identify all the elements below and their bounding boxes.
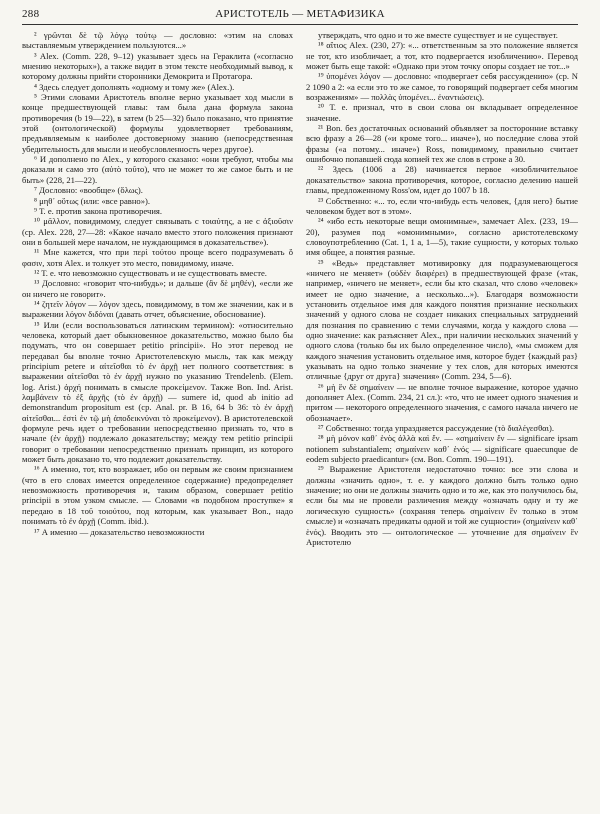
left-column bbox=[22, 30, 293, 808]
footnote: ²³ Собственно: «... то, если что-нибудь есть человек, {для него} бытие человеком будет вот в этом». bbox=[306, 195, 578, 216]
running-header bbox=[22, 8, 578, 25]
footnote: утверждать, что одно и то же вместе существует и не существует. bbox=[318, 30, 558, 40]
footnote: ⁶ И дополнено по Alex., у которого сказано: «они требуют, чтобы мы доказали и само это (αὐτὸ τοῦτο), что не может то же самое быть и не быть» (228, 21—22). bbox=[22, 154, 293, 185]
footnote: ²⁷ Собственно: тогда упраздняется рассуждение (τὸ διαλέγεσθαι). bbox=[318, 423, 555, 434]
footnote: ¹³ Дословно: «говорит что-нибудь»; и дальше (ἂν δὲ μηθέν), «если же он ничего не говорит». bbox=[22, 278, 293, 299]
running-title: АРИСТОТЕЛЬ — МЕТАФИЗИКА bbox=[215, 8, 385, 20]
footnote: ²⁴ «ибо есть некоторые вещи омонимные», замечает Alex. (233, 19—20), разумея под «омонимными», согласно аристотелевскому словоупотреблению (Cat. 1, 1 a, 1—5), такие сущности, у которых только имя общее, а понятия разные. bbox=[306, 216, 578, 258]
footnote: ¹⁴ ζητεῖν λόγον — λόγον здесь, повидимому, в том же значении, как и в выражении λόγον διδόναι (давать отчет, объяснение, обоснование). bbox=[22, 298, 293, 320]
footnote: ²⁹ Выражение Аристотеля недостаточно точно: все эти слова и должны «значить одно», т. е. у каждого должно быть только одно значение; но они не должны значить одно и то же, как это получилось бы, если бы мы не провели различения между «означать одну и ту же логическую сущность» (сохраняя теперь σημαίνειν ἓν только в этом смысле) и «означать предикаты одной и той же сущности» (σημαίνειν καθ᾽ ἑνός). Вводить это — онтологическое — уточнение для σημαίνειν ἓν Аристотелю bbox=[306, 464, 578, 547]
footnote: ¹¹ Мне кажется, что при περὶ τούτου проще всего подразумевать ὅ φασιν, хотя Alex. и толкует это место, повидимому, иначе. bbox=[22, 247, 293, 268]
footnote: ²⁶ μὴ ἓν δὲ σημαίνειν — не вполне точное выражение, которое удачно дополняет Alex. (Comm. 234, 21 сл.): «то, что не имеет одного значения и притом — некоторого определенного значения, с самого начала ничего не обозначает». bbox=[306, 381, 578, 423]
page-number: 288 bbox=[22, 8, 40, 20]
footnote: ¹⁹ ὑπομένει λόγον — дословно: «подвергает себя рассуждению» (ср. N 2 1090 а 2: «а если это то же самое, то говорящий подвергает себя многим возражениям» — πολλὰς ὑπομένει... ἐναντιώσεις). bbox=[306, 71, 578, 103]
footnote: ¹⁵ Или (если воспользоваться латинским термином): «относительно человека, который дает обыкновенное доказательство, можно было бы подумать, что он совершает petitio principii». Но этот перевод не передавал бы вполне точно Аристотелевскую мысль, так как между principium petere и αἰτεῖσθαι τὸ ἐν ἀρχῇ нет полного соответствия: в выражении αἰτεῖσθαι τὸ ἐν ἀρχῇ нужно по указанию Trendelenb. (Elem. log. Arist.) ἀρχή понимать в смысле προκείμενον. Также Bon. Ind. Arist. λαμβάνειν τὸ ἐξ ἀρχῆς (τὸ ἐν ἀρχῇ) — sumere id, quod ab initio ad demonstrandum propositum est (ср. Anal. pr. B 16, 64 b 36: τὸ ἐν ἀρχῇ αἰτεῖσθαι... ἐστὶ ἐν τῷ μὴ ἀποδεικνύναι τὸ προκείμενον). В аристотелевской формуле речь идет о требовании непосредственно признать то, что в начале (ἐν ἀρχῇ) подлежало доказательству; между тем petitio principii говорит о требовании непосредственно признать принцип, из которого может быть доказано то, что подлежит доказательству. bbox=[22, 319, 293, 465]
footnote: ¹² Т. е. что невозможно существовать и не существовать вместе. bbox=[34, 267, 267, 278]
footnote: ²⁸ μὴ μόνον καθ᾽ ἑνὸς ἀλλὰ καὶ ἕν. — «σημαίνειν ἕν — significare ipsam notionem substantialem; σημαίνειν καθ᾽ ἑνός — significare quaecunque de eodem subjecto praedicantur» (см. Bon. Comm. 190—191). bbox=[306, 433, 578, 465]
footnote: ¹⁰ μᾶλλον, повидимому, следует связывать с τοιαύτης, а не с ἀξιοῦσιν (ср. Alex. 228, 27—28: «Какое начало вместо этого положения признают они в большей мере началом, не нуждающимся в доказательстве»). bbox=[22, 216, 293, 247]
footnote: ³ Alex. (Comm. 228, 9–12) указывает здесь на Гераклита («согласно мнению некоторых»), а также видит в этом тексте необходимый вывод, к которому должны прийти сторонники Демокрита и Протагора. bbox=[22, 50, 293, 82]
footnote: ¹⁶ А именно, тот, кто возражает, ибо он первым же своим признанием (что в его словах имеется определенное содержание) предопределяет невозможность противоречия и, таким образом, совершает petitio principii в этом узком смысле. — Словами «в подобном проступке» я передаю в 18 τοῦ τοιούτου, под которым, как указывает Bon., надо понимать τὸ ἐν ἀρχῇ (Comm. ibid.). bbox=[22, 464, 293, 527]
footnote: ²² Здесь (1006 а 28) начинается первое «изобличительное доказательство» закона противоречия, которое, согласно делению нашей главы, предложенному Ross'ом, идет до 1007 b 18. bbox=[306, 164, 578, 196]
footnote: ⁷ Дословно: «вообще» (ὅλως). bbox=[34, 185, 143, 196]
footnote: ¹⁷ А именно — доказательство невозможности bbox=[34, 526, 205, 537]
footnote: ²⁰ Т. е. признал, что в свои слова он вкладывает определенное значение. bbox=[306, 102, 578, 123]
footnote: ² γρῶνται δὲ τῷ λόγῳ τούτῳ — дословно: «этим на словах выставляемым утверждением пользуются...» bbox=[22, 30, 293, 51]
footnote: ²⁵ «Ведь» представляет мотивировку для подразумевающегося «ничего не меняет» (οὐδὲν διαφέρει) в предшествующей фразе («так, например, «ничего не меняет», если бы кто сказал, что слово «человек» имеет не одно значение, а несколько...»). Благодаря возможности установить отдельное имя для каждого понятия признание нескольких значений у одного слова не создает никаких специальных затруднений для познания по сравнению с теми случаями, когда у каждого слова — одно значение: как разъясняет Alex., при наличии нескольких значений у одного слова (только бы их было определенное число), «мы сможем для каждого значения установить отдельное имя, которое будет {каждый раз} указывать на одно только значение у тех слов, для которых имеются отличные {друг от друга} значения» (Comm. 234, 5—6). bbox=[306, 257, 578, 382]
footnote: ⁴ Здесь следует дополнять «одному и тому же» (Alex.). bbox=[34, 81, 235, 92]
footnote: ⁹ Т. е. против закона противоречия. bbox=[34, 205, 163, 216]
footnote: ⁸ μηθ᾽ οὕτως (или: «все равно»). bbox=[34, 195, 151, 206]
right-column bbox=[306, 30, 578, 808]
footnote: ²¹ Bon. без достаточных оснований объявляет за посторонние вставку всю фразу а 26—28 («и кроме того... иначе»), но последние слова этой фразы («а потому... иначе») Ross, повидимому, правильно считает ошибочно попавшей сюда копией тех же слов в строке а 30. bbox=[306, 123, 578, 165]
footnote: ⁵ Этими словами Аристотель вполне верно указывает ход мысли в конце предшествующей главы: там была дана формула закона противоречия (b 19—22), в затем (b 25—32) было показано, что принятие этой (онтологической) формулы удовлетворяет требованиям, предъявляемым к наиболее достоверному знанию (непосредственная убедительность для мысли и необусловленность через другое). bbox=[22, 92, 293, 154]
footnote: ¹⁸ αἴτιος Alex. (230, 27): «... ответственным за это положение является не тот, кто изобличает, а тот, кто подвергается изобличению». Перевод может быть еще такой: «Однако при этом точку опоры создает не тот...» bbox=[306, 40, 578, 72]
